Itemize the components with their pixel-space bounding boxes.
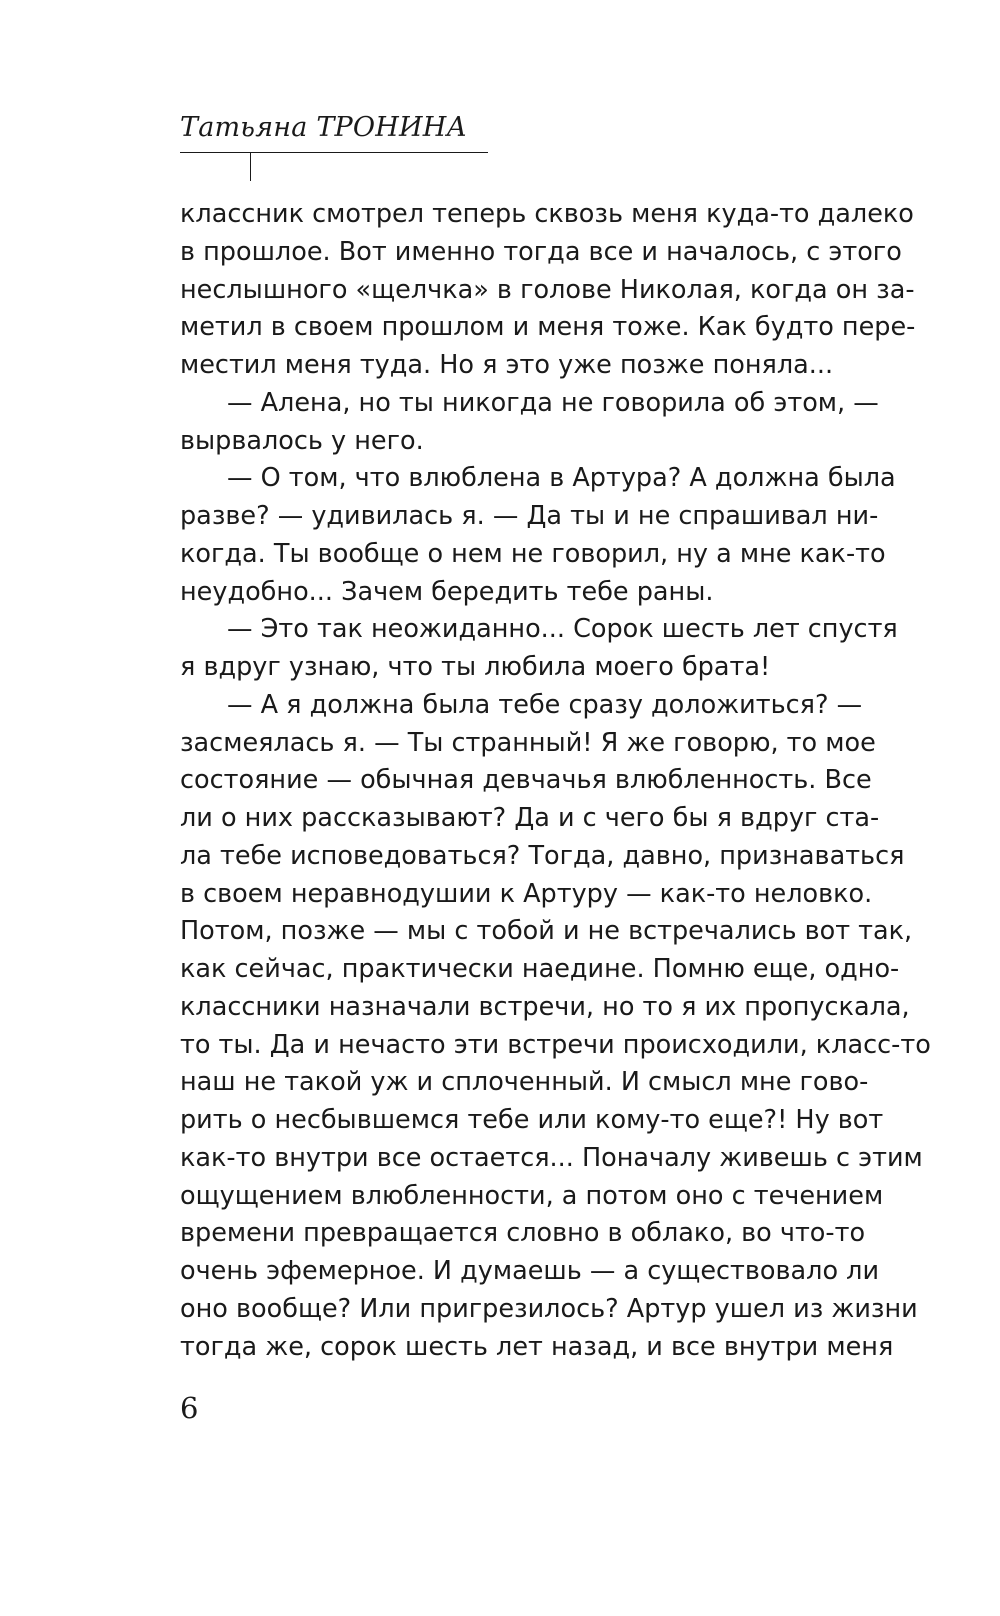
text-line: местил меня туда. Но я это уже позже поняла... bbox=[180, 350, 834, 380]
text-line: вырвалось у него. bbox=[180, 425, 424, 456]
text-line: ли о них рассказывают? Да и с чего бы я вдруг ста- bbox=[180, 803, 880, 833]
text-line: когда. Ты вообще о нем не говорил, ну а мне как-то bbox=[180, 538, 886, 569]
text-line: я вдруг узнаю, что ты любила моего брата! bbox=[180, 652, 771, 682]
page-number: 6 bbox=[180, 1391, 199, 1425]
text-line: — Алена, но ты никогда не говорила об этом, — bbox=[227, 387, 879, 418]
text-line: Потом, позже — мы с тобой и не встречались вот так, bbox=[180, 916, 913, 947]
text-line: в прошлое. Вот именно тогда все и началось, с этого bbox=[180, 236, 902, 267]
text-line: ла тебе исповедоваться? Тогда, давно, признаваться bbox=[180, 840, 905, 871]
text-line: неудобно... Зачем бередить тебе раны. bbox=[180, 576, 714, 607]
text-line: классники назначали встречи, но то я их пропускала, bbox=[180, 991, 910, 1022]
text-line: состояние — обычная девчачья влюбленность. Все bbox=[180, 765, 872, 796]
body-text bbox=[180, 196, 931, 1366]
text-line: в своем неравнодушии к Артуру — как-то неловко. bbox=[180, 878, 873, 909]
text-line: — А я должна была тебе сразу доложиться? — bbox=[227, 689, 863, 720]
text-line: неслышного «щелчка» в голове Николая, когда он за- bbox=[180, 274, 915, 305]
text-line: рить о несбывшемся тебе или кому-то еще?! Ну вот bbox=[180, 1105, 884, 1135]
text-line: как-то внутри все остается... Поначалу живешь с этим bbox=[180, 1142, 923, 1173]
text-line: оно вообще? Или пригрезилось? Артур ушел из жизни bbox=[180, 1293, 918, 1324]
running-head-author: Татьяна ТРОНИНА bbox=[180, 112, 468, 143]
text-line: то ты. Да и нечасто эти встречи происходили, класс-то bbox=[180, 1029, 931, 1060]
text-line: тогда же, сорок шесть лет назад, и все внутри меня bbox=[180, 1331, 894, 1362]
text-line: — Это так неожиданно... Сорок шесть лет спустя bbox=[227, 614, 898, 645]
header-rule-tick bbox=[250, 153, 251, 181]
text-line: ощущением влюбленности, а потом оно с течением bbox=[180, 1180, 884, 1211]
text-line: — О том, что влюблена в Артура? А должна была bbox=[227, 463, 896, 494]
text-line: метил в своем прошлом и меня тоже. Как будто пере- bbox=[180, 312, 916, 343]
text-line: засмеялась я. — Ты странный! Я же говорю, то мое bbox=[180, 727, 876, 758]
header-rule bbox=[180, 152, 488, 153]
text-line: времени превращается словно в облако, во что-то bbox=[180, 1218, 866, 1249]
text-line: разве? — удивилась я. — Да ты и не спрашивал ни- bbox=[180, 501, 879, 531]
text-line: как сейчас, практически наедине. Помню еще, одно- bbox=[180, 954, 900, 984]
text-line: классник смотрел теперь сквозь меня куда-то далеко bbox=[180, 199, 914, 229]
text-line: очень эфемерное. И думаешь — а существовало ли bbox=[180, 1256, 880, 1286]
text-line: наш не такой уж и сплоченный. И смысл мне гово- bbox=[180, 1067, 869, 1098]
